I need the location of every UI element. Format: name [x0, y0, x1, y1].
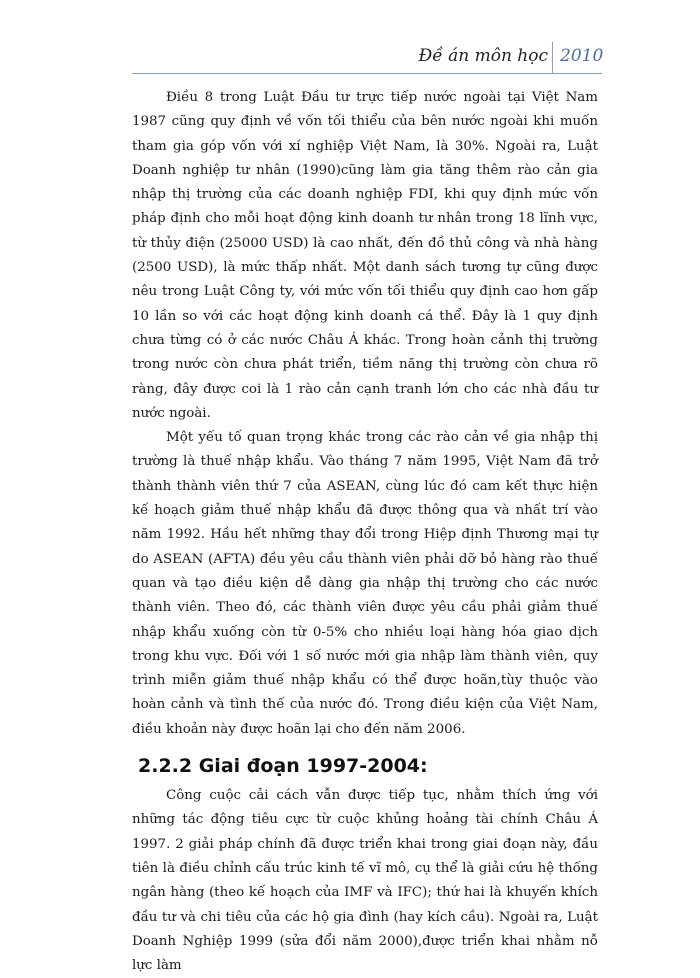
paragraph: Công cuộc cải cách vẫn được tiếp tục, nhằm thích ứng với những tác động tiêu cực từ cuộc khủng hoảng tài chính Châu Á 1997. 2 giải pháp chính đã được triển khai trong giai đoạn này, đầu tiên là điều chỉnh cấu trúc kinh tế vĩ mô, cụ thể là giải cứu hệ thống ngân hàng (theo kế hoạch của IMF và IFC); thứ hai là khuyến khích đầu tư và chi tiêu của các hộ gia đình (hay kích cầu). Ngoài ra, Luật Doanh Nghiệp 1999 (sửa đổi năm 2000),được triển khai nhằm nỗ lực làm: [132, 788, 598, 974]
document-body: [132, 86, 598, 978]
header-rule: [132, 73, 602, 74]
page-header: [0, 40, 700, 74]
header-title: Đề án môn học: [418, 46, 548, 66]
paragraph: Điều 8 trong Luật Đầu tư trực tiếp nước ngoài tại Việt Nam 1987 cũng quy định về vốn tối thiểu của bên nước ngoài khi muốn tham gia góp vốn với xí nghiệp Việt Nam, là 30%. Ngoài ra, Luật Doanh nghiệp tư nhân (1990)cũng làm gia tăng thêm rào cản gia nhập thị trường của các doanh nghiệp FDI, khi quy định mức vốn pháp định cho mỗi hoạt động kinh doanh tư nhân trong 18 lĩnh vực, từ thủy điện (25000 USD) là cao nhất, đến đồ thủ công và nhà hàng (2500 USD), là mức thấp nhất. Một danh sách tương tự cũng được nêu trong Luật Công ty, với mức vốn tối thiểu quy định cao hơn gấp 10 lần so với các hoạt động kinh doanh cá thể. Đây là 1 quy định chưa từng có ở các nước Châu Á khác. Trong hoàn cảnh thị trường trong nước còn chưa phát triển, tiềm năng thị trường còn chưa rõ ràng, đây được coi là 1 rào cản cạnh tranh lớn cho các nhà đầu tư nước ngoài.: [132, 90, 598, 421]
header-year: 2010: [560, 46, 604, 66]
section-heading: 2.2.2 Giai đoạn 1997-2004:: [138, 755, 428, 778]
paragraph: Một yếu tố quan trọng khác trong các rào cản về gia nhập thị trường là thuế nhập khẩu. Vào tháng 7 năm 1995, Việt Nam đã trở thành thành viên thứ 7 của ASEAN, cùng lúc đó cam kết thực hiện kế hoạch giảm thuế nhập khẩu đã được thông qua và nhất trí vào năm 1992. Hầu hết những thay đổi trong Hiệp định Thương mại tự do ASEAN (AFTA) đều yêu cầu thành viên phải dỡ bỏ hàng rào thuế quan và tạo điều kiện dễ dàng gia nhập thị trường cho các nước thành viên. Theo đó, các thành viên được yêu cầu phải giảm thuế nhập khẩu xuống còn từ 0-5% cho nhiều loại hàng hóa giao dịch trong khu vực. Đối với 1 số nước mới gia nhập làm thành viên, quy trình miễn giảm thuế nhập khẩu có thể được hoãn,tùy thuộc vào hoàn cảnh và tình thế của nước đó. Trong điều kiện của Việt Nam, điều khoản này được hoãn lại cho đến năm 2006.: [132, 430, 598, 737]
header-separator: [552, 42, 553, 74]
